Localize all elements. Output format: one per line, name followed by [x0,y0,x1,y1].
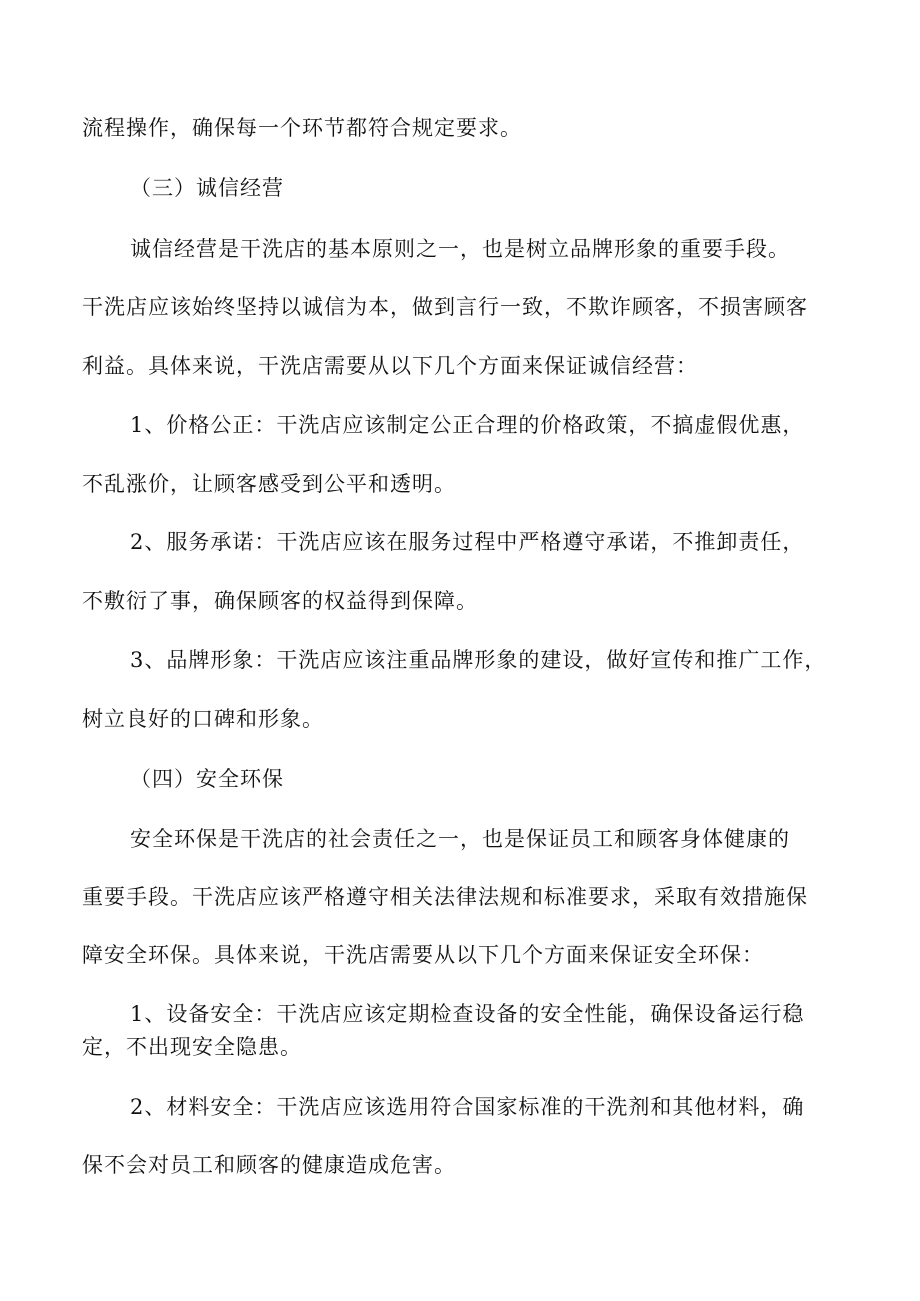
paragraph-line: 诚信经营是干洗店的基本原则之一，也是树立品牌形象的重要手段。 [130,237,790,261]
section-heading-integrity: （三）诚信经营 [130,176,284,200]
list-item-line: 树立良好的口碑和形象。 [82,707,324,731]
list-item-line: 3、品牌形象：干洗店应该注重品牌形象的建设，做好宣传和推广工作， [130,648,827,672]
paragraph-line: 安全环保是干洗店的社会责任之一，也是保证员工和顾客身体健康的 [130,827,790,851]
paragraph-line: 障安全环保。具体来说，干洗店需要从以下几个方面来保证安全环保： [82,943,764,967]
section-heading-safety: （四）安全环保 [130,767,284,791]
list-item-line: 不敷衍了事，确保顾客的权益得到保障。 [82,589,478,613]
list-item-line: 不乱涨价，让顾客感受到公平和透明。 [82,472,456,496]
list-item-line: 1、设备安全：干洗店应该定期检查设备的安全性能，确保设备运行稳 [130,1002,805,1026]
list-item-line: 2、材料安全：干洗店应该选用符合国家标准的干洗剂和其他材料，确 [130,1095,805,1119]
list-item-line: 保不会对员工和顾客的健康造成危害。 [82,1153,456,1177]
paragraph-line: 流程操作，确保每一个环节都符合规定要求。 [82,116,522,140]
paragraph-line: 干洗店应该始终坚持以诚信为本，做到言行一致，不欺诈顾客，不损害顾客 [82,295,808,319]
list-item-line: 1、价格公正：干洗店应该制定公正合理的价格政策，不搞虚假优惠， [130,413,805,437]
paragraph-line: 重要手段。干洗店应该严格遵守相关法律法规和标准要求，采取有效措施保 [82,885,808,909]
paragraph-line: 利益。具体来说，干洗店需要从以下几个方面来保证诚信经营： [82,354,698,378]
list-item-line: 2、服务承诺：干洗店应该在服务过程中严格遵守承诺，不推卸责任， [130,530,805,554]
list-item-line: 定，不出现安全隐患。 [82,1035,302,1059]
